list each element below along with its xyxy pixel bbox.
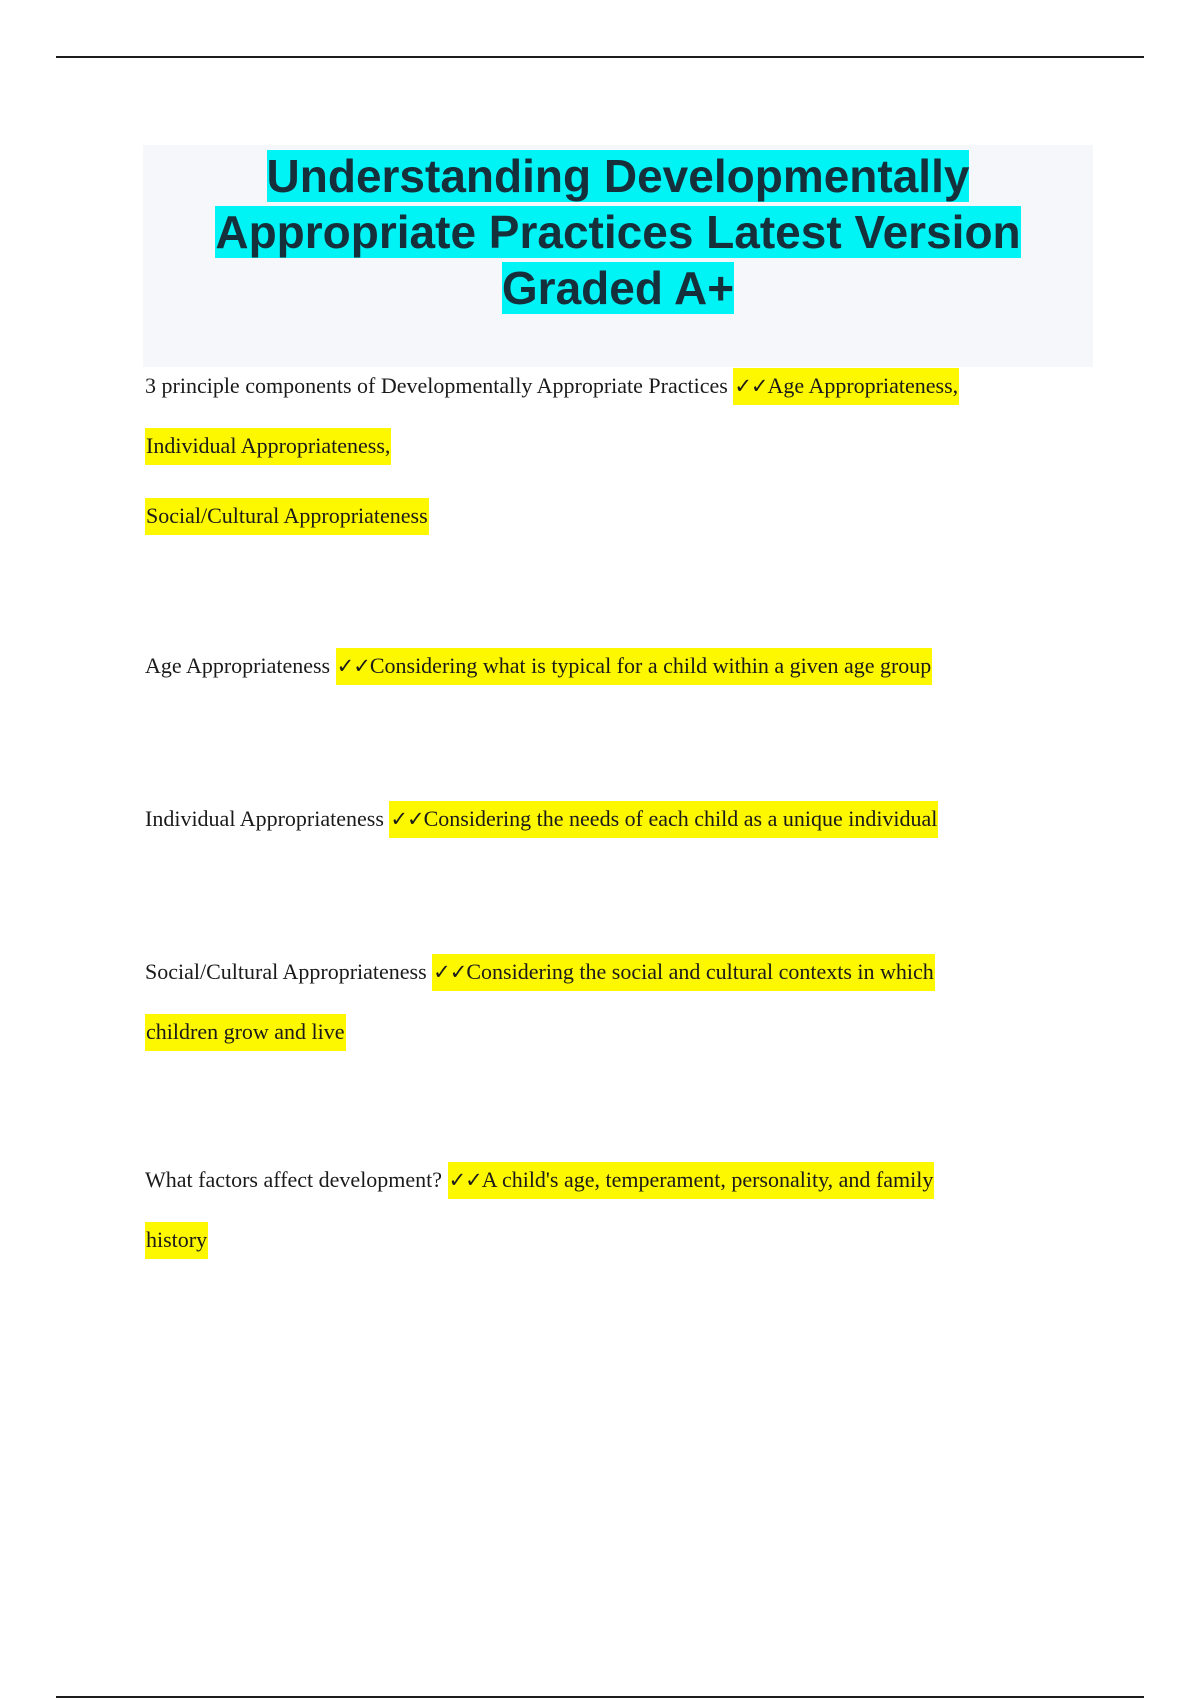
answer-text: children grow and live bbox=[145, 1014, 346, 1051]
qa-item bbox=[145, 942, 1045, 1062]
qa-line bbox=[145, 636, 1045, 696]
answer-highlight bbox=[336, 648, 933, 685]
answer-highlight bbox=[432, 954, 935, 991]
answer-text: A child's age, temperament, personality, and family bbox=[481, 1167, 934, 1192]
qa-line bbox=[145, 1150, 1045, 1210]
answer-highlight bbox=[389, 801, 938, 838]
top-rule bbox=[56, 56, 1144, 58]
title-line: Appropriate Practices Latest Version bbox=[215, 206, 1021, 258]
answer-text: history bbox=[145, 1222, 208, 1259]
answer-text: Considering what is typical for a child within a given age group bbox=[369, 653, 932, 678]
qa-item bbox=[145, 356, 1045, 546]
question-text: What factors affect development? bbox=[145, 1167, 448, 1192]
answer-text: Individual Appropriateness, bbox=[145, 428, 391, 465]
double-check-icon: ✓✓ bbox=[433, 960, 467, 984]
answer-text: Considering the needs of each child as a unique individual bbox=[423, 806, 938, 831]
question-text: Social/Cultural Appropriateness bbox=[145, 959, 433, 984]
answer-highlight bbox=[448, 1162, 935, 1199]
qa-line bbox=[145, 486, 1045, 546]
answer-text: Age Appropriateness, bbox=[767, 373, 959, 398]
qa-line bbox=[145, 356, 1045, 416]
qa-line bbox=[145, 789, 1045, 849]
double-check-icon: ✓✓ bbox=[734, 374, 768, 398]
document-title bbox=[143, 145, 1093, 316]
answer-text: Considering the social and cultural contexts in which bbox=[466, 959, 934, 984]
qa-line bbox=[145, 1210, 1045, 1270]
double-check-icon: ✓✓ bbox=[390, 807, 424, 831]
bottom-rule bbox=[56, 1696, 1144, 1698]
question-text: 3 principle components of Developmentally Appropriate Practices bbox=[145, 373, 734, 398]
qa-item bbox=[145, 636, 1045, 696]
qa-line bbox=[145, 1002, 1045, 1062]
qa-line bbox=[145, 416, 1045, 476]
double-check-icon: ✓✓ bbox=[448, 1168, 482, 1192]
qa-line bbox=[145, 942, 1045, 1002]
question-text: Age Appropriateness bbox=[145, 653, 336, 678]
double-check-icon: ✓✓ bbox=[336, 654, 370, 678]
qa-item bbox=[145, 1150, 1045, 1270]
qa-item bbox=[145, 789, 1045, 849]
answer-highlight bbox=[733, 368, 959, 405]
question-text: Individual Appropriateness bbox=[145, 806, 390, 831]
title-line: Graded A+ bbox=[501, 262, 735, 314]
title-line: Understanding Developmentally bbox=[266, 150, 970, 202]
title-banner bbox=[143, 145, 1093, 367]
answer-text: Social/Cultural Appropriateness bbox=[145, 498, 429, 535]
